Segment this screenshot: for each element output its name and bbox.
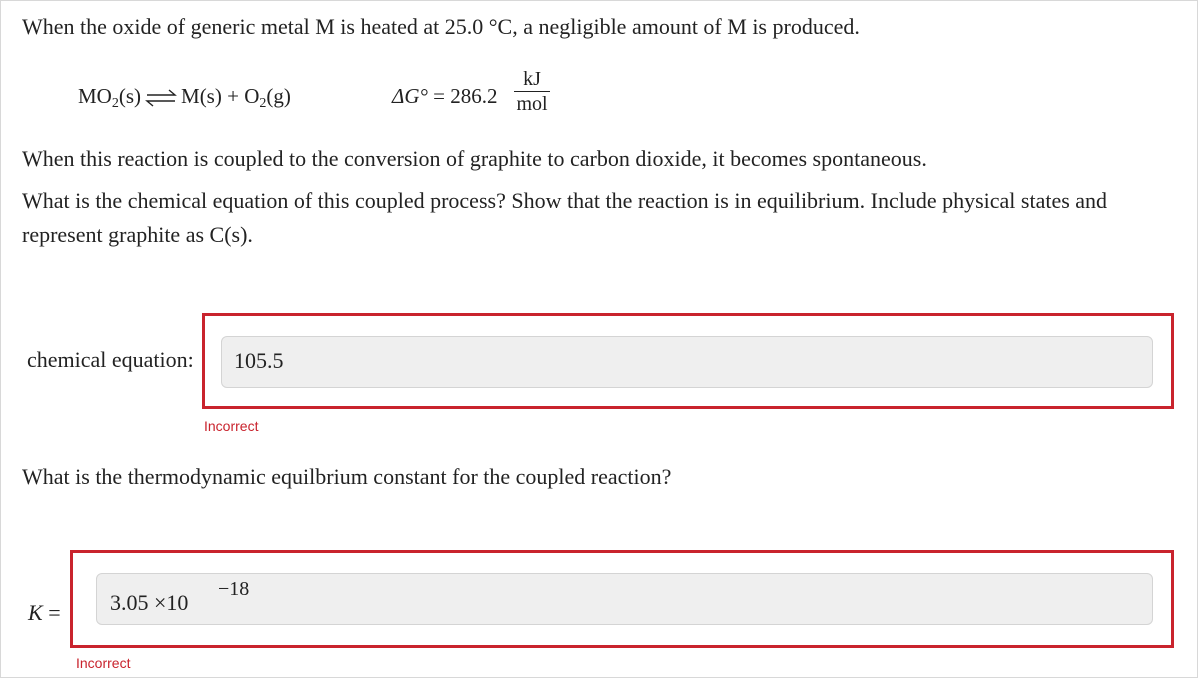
reaction-text	[78, 84, 291, 112]
delta-g	[392, 84, 497, 109]
k-equals: =	[42, 600, 61, 625]
reactant-state: (s)	[118, 84, 142, 108]
chemical-equation-label: chemical equation:	[27, 347, 194, 372]
fraction-bar	[514, 91, 550, 92]
k-label	[28, 600, 61, 626]
k-symbol: K	[28, 600, 43, 625]
unit-denominator: mol	[516, 93, 548, 115]
equilibrium-arrows-icon	[144, 88, 178, 108]
k-status: Incorrect	[76, 655, 131, 671]
k-exponent: −18	[218, 578, 250, 600]
paragraph-equilibrium-question: What is the thermodynamic equilbrium constant for the coupled reaction?	[22, 464, 672, 489]
k-mantissa: 3.05 ×10	[110, 590, 189, 615]
reactant: MO	[78, 84, 112, 108]
paragraph-instructions: What is the chemical equation of this coupled process? Show that the reaction is in equilibrium. Include physical states and represent graphite as C(s).	[22, 188, 1108, 247]
delta-g-symbol: ΔG°	[392, 84, 428, 108]
reaction-equation	[78, 68, 598, 122]
chemical-equation-status: Incorrect	[204, 418, 259, 434]
product-1: M(s) + O	[181, 84, 260, 108]
delta-g-value: = 286.2	[427, 84, 498, 108]
product-subscript: 2	[259, 96, 267, 111]
k-input[interactable]	[96, 573, 1153, 625]
reactant-subscript: 2	[111, 96, 119, 111]
product-state: (g)	[266, 84, 291, 108]
paragraph-coupling: When this reaction is coupled to the conversion of graphite to carbon dioxide, it becomes spontaneous.	[22, 146, 927, 171]
unit-fraction	[514, 68, 550, 115]
intro-text: When the oxide of generic metal M is heated at 25.0 °C, a negligible amount of M is produced.	[22, 14, 860, 39]
chemical-equation-input[interactable]: 105.5	[221, 336, 1153, 388]
unit-numerator: kJ	[523, 68, 541, 90]
